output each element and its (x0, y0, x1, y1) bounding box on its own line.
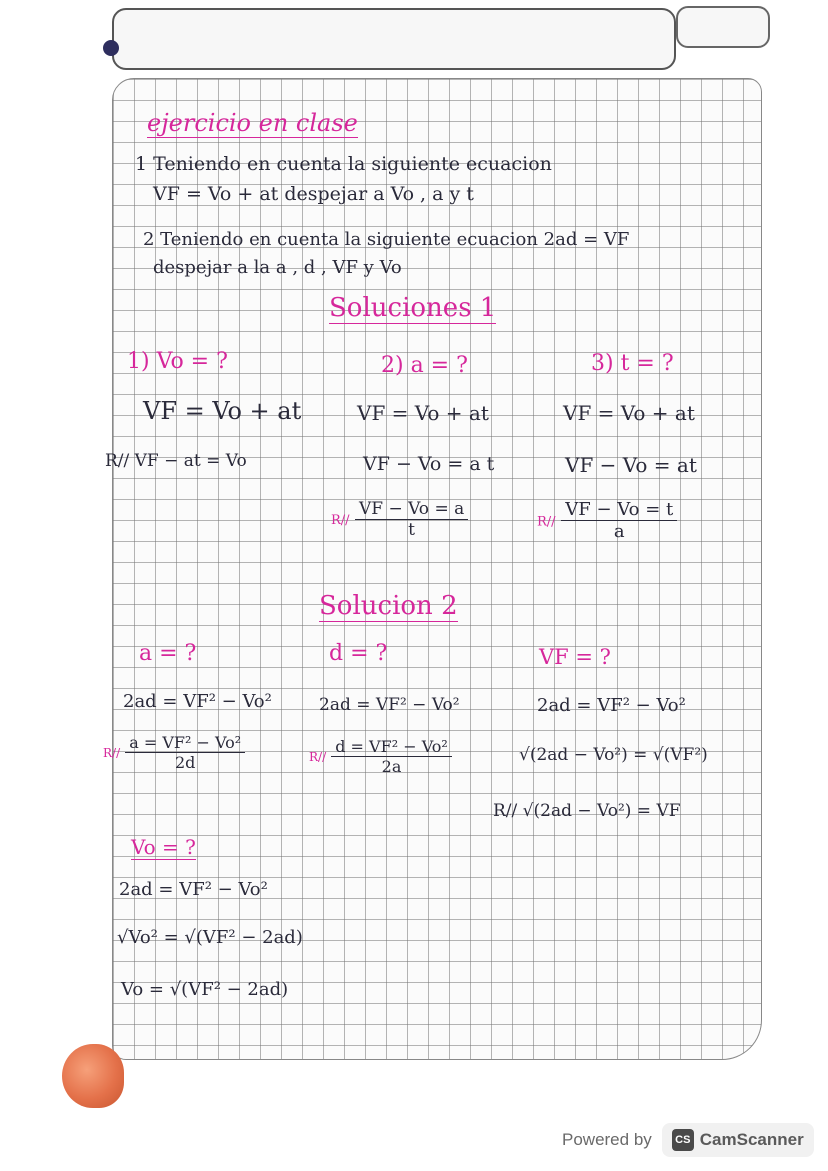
sol2-vf-result: R// √(2ad − Vo²) = VF (493, 801, 681, 821)
sol2-vf-eq2: √(2ad − Vo²) = √(VF²) (519, 745, 708, 765)
sol1-col1-label: 1) Vo = ? (127, 349, 228, 374)
sol1-col2-result (331, 499, 468, 540)
sol2-vo-label: Vo = ? (131, 835, 196, 859)
camscanner-brand: CamScanner (699, 1130, 804, 1149)
sol1-col1-eq1: VF = Vo + at (143, 397, 302, 425)
sol2-d-result (309, 737, 452, 776)
scanner-watermark (562, 1122, 814, 1158)
page-title: ejercicio en clase (147, 109, 358, 137)
notebook-binding-tab (676, 6, 770, 48)
sol2-a-label: a = ? (139, 641, 197, 666)
fraction-denominator: t (408, 520, 416, 540)
sol2-d-eq1: 2ad = VF² − Vo² (319, 695, 460, 715)
sol2-a-result (103, 733, 245, 772)
camscanner-logo-icon: CS (672, 1129, 694, 1151)
sol2-vo-eq1: 2ad = VF² − Vo² (119, 879, 268, 900)
powered-by-text: Powered by (562, 1130, 652, 1149)
sol1-col2-label: 2) a = ? (381, 353, 468, 378)
sol1-col2-eq1: VF = Vo + at (357, 401, 489, 425)
fraction (331, 737, 452, 776)
sol2-d-label: d = ? (329, 641, 388, 666)
sol1-col3-label: 3) t = ? (591, 351, 674, 376)
fraction-denominator: 2a (381, 757, 402, 776)
sol1-col3-eq2: VF − Vo = at (565, 453, 697, 477)
camscanner-badge (662, 1123, 814, 1157)
fraction-denominator: a (613, 521, 625, 542)
fraction (561, 499, 677, 542)
grid-paper-page (103, 78, 762, 1060)
result-prefix: R// (331, 513, 350, 528)
task2-line2: despejar a la a , d , VF y Vo (153, 257, 402, 278)
sol1-col2-eq2: VF − Vo = a t (363, 453, 495, 475)
sol2-vf-label: VF = ? (539, 645, 611, 669)
fraction-numerator: VF − Vo = t (561, 499, 677, 521)
task1-line2: VF = Vo + at despejar a Vo , a y t (153, 183, 474, 205)
sol1-col3-result (537, 499, 677, 542)
sol2-vf-eq1: 2ad = VF² − Vo² (537, 695, 686, 716)
fraction (125, 733, 245, 772)
fraction-numerator: a = VF² − Vo² (125, 733, 245, 753)
sol2-vo-eq2: √Vo² = √(VF² − 2ad) (117, 927, 303, 948)
finger-photo-artifact (62, 1044, 124, 1108)
solutions1-heading: Soluciones 1 (329, 293, 497, 323)
sol1-col3-eq1: VF = Vo + at (563, 401, 695, 425)
fraction-denominator: 2d (174, 753, 196, 772)
result-prefix: R// (309, 750, 327, 764)
binding-ring-icon (103, 40, 119, 56)
sol1-col1-result: R// VF − at = Vo (105, 451, 247, 471)
fraction (355, 499, 468, 540)
notebook-binding (112, 8, 676, 70)
result-prefix: R// (103, 746, 121, 760)
sol2-a-eq1: 2ad = VF² − Vo² (123, 691, 272, 712)
fraction-numerator: VF − Vo = a (355, 499, 468, 520)
fraction-numerator: d = VF² − Vo² (331, 737, 452, 757)
result-prefix: R// (537, 514, 556, 530)
task2-line1: 2 Teniendo en cuenta la siguiente ecuacion 2ad = VF (143, 229, 630, 250)
solutions2-heading: Solucion 2 (319, 591, 458, 621)
sol2-vo-eq3: Vo = √(VF² − 2ad) (121, 979, 289, 1000)
task1-line1: 1 Teniendo en cuenta la siguiente ecuacion (135, 153, 552, 175)
